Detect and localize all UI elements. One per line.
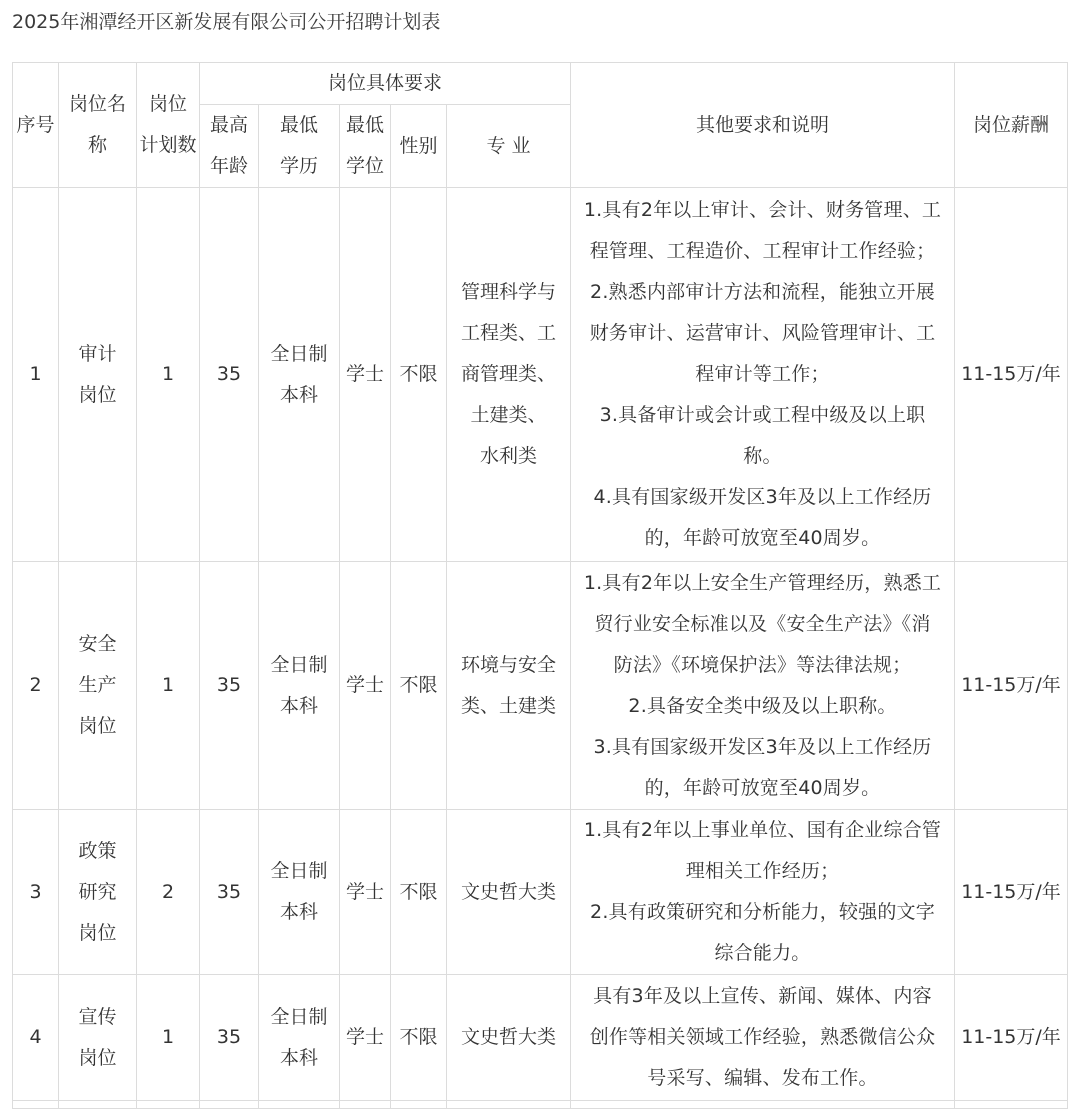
cell-max-age: 35 (200, 810, 259, 975)
header-major: 专 业 (447, 105, 571, 188)
cell-plan-count: 1 (137, 188, 200, 562)
cell-min-education: 全日制 本科 (259, 562, 340, 810)
cell-gender: 不限 (391, 975, 447, 1101)
cell-notes: 1.具有2年以上事业单位、国有企业综合管 理相关工作经历； 2.具有政策研究和分析能力，较强的文字 综合能力。 (571, 810, 955, 975)
cell-major: 文史哲大类 (447, 975, 571, 1101)
cell-min-degree: 学士 (340, 188, 391, 562)
cell-min-education: 全日制 本科 (259, 975, 340, 1101)
recruitment-plan-table (12, 62, 1068, 1109)
cell-min-degree: 学士 (340, 562, 391, 810)
header-position-name: 岗位名 称 (59, 63, 137, 188)
header-min-education: 最低 学历 (259, 105, 340, 188)
page-title: 2025年湘潭经开区新发展有限公司公开招聘计划表 (12, 11, 441, 33)
cell-notes: 1.具有2年以上审计、会计、财务管理、工 程管理、工程造价、工程审计工作经验； 2.熟悉内部审计方法和流程，能独立开展 财务审计、运营审计、风险管理审计、工 程审计等工作； 3.具备审计或会计或工程中级及以上职 称。 4.具有国家级开发区3年及以上工作经历 的，年龄可放宽至40周岁。 (571, 188, 955, 562)
table-row (13, 562, 1068, 810)
cell-seq: 4 (13, 975, 59, 1101)
header-plan-count: 岗位 计划数 (137, 63, 200, 188)
cell-seq: 3 (13, 810, 59, 975)
cell-plan-count: 1 (137, 975, 200, 1101)
cell-salary: 11-15万/年 (955, 562, 1068, 810)
cell-position-name: 安全 生产 岗位 (59, 562, 137, 810)
cell-max-age: 35 (200, 562, 259, 810)
cell-position-name: 政策 研究 岗位 (59, 810, 137, 975)
cell-seq: 2 (13, 562, 59, 810)
cell-salary: 11-15万/年 (955, 810, 1068, 975)
cell-notes: 具有3年及以上宣传、新闻、媒体、内容 创作等相关领域工作经验，熟悉微信公众 号采写、编辑、发布工作。 (571, 975, 955, 1101)
cell-salary: 11-15万/年 (955, 188, 1068, 562)
header-gender: 性别 (391, 105, 447, 188)
cell-min-degree: 学士 (340, 810, 391, 975)
cell-gender: 不限 (391, 188, 447, 562)
cell-position-name: 宣传 岗位 (59, 975, 137, 1101)
cell-notes: 1.具有2年以上安全生产管理经历，熟悉工 贸行业安全标准以及《安全生产法》《消 防法》《环境保护法》等法律法规； 2.具备安全类中级及以上职称。 3.具有国家级开发区3年及以上工作经历 的，年龄可放宽至40周岁。 (571, 562, 955, 810)
cell-major: 文史哲大类 (447, 810, 571, 975)
header-max-age: 最高 年龄 (200, 105, 259, 188)
table-row (13, 810, 1068, 975)
cell-min-education: 全日制 本科 (259, 810, 340, 975)
cell-max-age: 35 (200, 188, 259, 562)
header-seq: 序号 (13, 63, 59, 188)
cell-salary: 11-15万/年 (955, 975, 1068, 1101)
table-row (13, 975, 1068, 1101)
header-salary: 岗位薪酬 (955, 63, 1068, 188)
cell-plan-count: 1 (137, 562, 200, 810)
cell-plan-count: 2 (137, 810, 200, 975)
table-row-partial (13, 1101, 1068, 1109)
cell-major: 管理科学与 工程类、工 商管理类、 土建类、 水利类 (447, 188, 571, 562)
header-requirements-group: 岗位具体要求 (200, 63, 571, 105)
cell-seq: 1 (13, 188, 59, 562)
cell-min-degree: 学士 (340, 975, 391, 1101)
cell-gender: 不限 (391, 562, 447, 810)
cell-position-name: 审计 岗位 (59, 188, 137, 562)
cell-gender: 不限 (391, 810, 447, 975)
cell-max-age: 35 (200, 975, 259, 1101)
header-min-degree: 最低 学位 (340, 105, 391, 188)
cell-min-education: 全日制 本科 (259, 188, 340, 562)
table-row (13, 188, 1068, 562)
header-notes: 其他要求和说明 (571, 63, 955, 188)
cell-major: 环境与安全 类、土建类 (447, 562, 571, 810)
table-header-row (13, 63, 1068, 105)
